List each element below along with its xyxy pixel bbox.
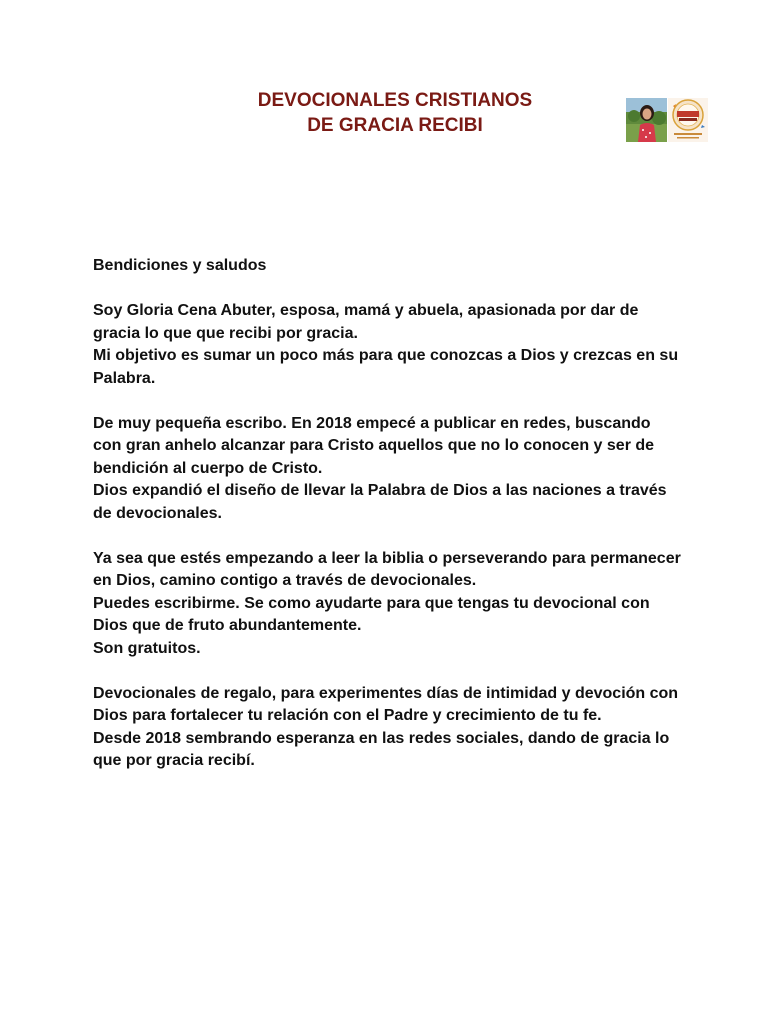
body-sentence: Puedes escribirme. Se como ayudarte para que tengas tu devocional con Dios que de fruto abundantemente.	[93, 594, 650, 634]
devotional-intro-body	[93, 255, 683, 795]
greeting: Bendiciones y saludos	[93, 257, 267, 274]
body-paragraph	[93, 413, 683, 526]
body-sentence: Ya sea que estés empezando a leer la biblia o perseverando para permanecer en Dios, camino contigo a través de devocionales.	[93, 549, 681, 589]
body-sentence: Devocionales de regalo, para experimentes días de intimidad y devoción con Dios para fortalecer tu relación con el Padre y crecimiento de tu fe.	[93, 684, 679, 724]
body-sentence: Desde 2018 sembrando esperanza en las redes sociales, dando de gracia lo que por gracia recibí.	[93, 729, 670, 769]
body-sentence: Son gratuitos.	[93, 639, 201, 657]
page-title	[180, 88, 610, 138]
body-paragraph	[93, 548, 683, 661]
body-paragraph	[93, 300, 683, 390]
body-sentence: Mi objetivo es sumar un poco más para que conozcas a Dios y crezcas en su Palabra.	[93, 347, 679, 387]
page-title-line-1: DEVOCIONALES CRISTIANOS	[257, 90, 533, 111]
de-gracia-recibi-seal-icon	[668, 98, 708, 142]
body-sentence: De muy pequeña escribo. En 2018 empecé a publicar en redes, buscando con gran anhelo alcanzar para Cristo aquellos que no lo conocen y ser de bendición al cuerpo de Cristo.	[93, 414, 655, 477]
body-paragraph	[93, 683, 683, 773]
body-sentence: Dios expandió el diseño de llevar la Palabra de Dios a las naciones a través de devocionales.	[93, 482, 667, 522]
woman-portrait-icon	[626, 98, 667, 142]
body-sentence: Soy Gloria Cena Abuter, esposa, mamá y abuela, apasionada por dar de gracia lo que que recibi por gracia.	[93, 302, 639, 342]
header-logos	[626, 98, 708, 143]
page-title-line-2: DE GRACIA RECIBI	[307, 115, 483, 136]
